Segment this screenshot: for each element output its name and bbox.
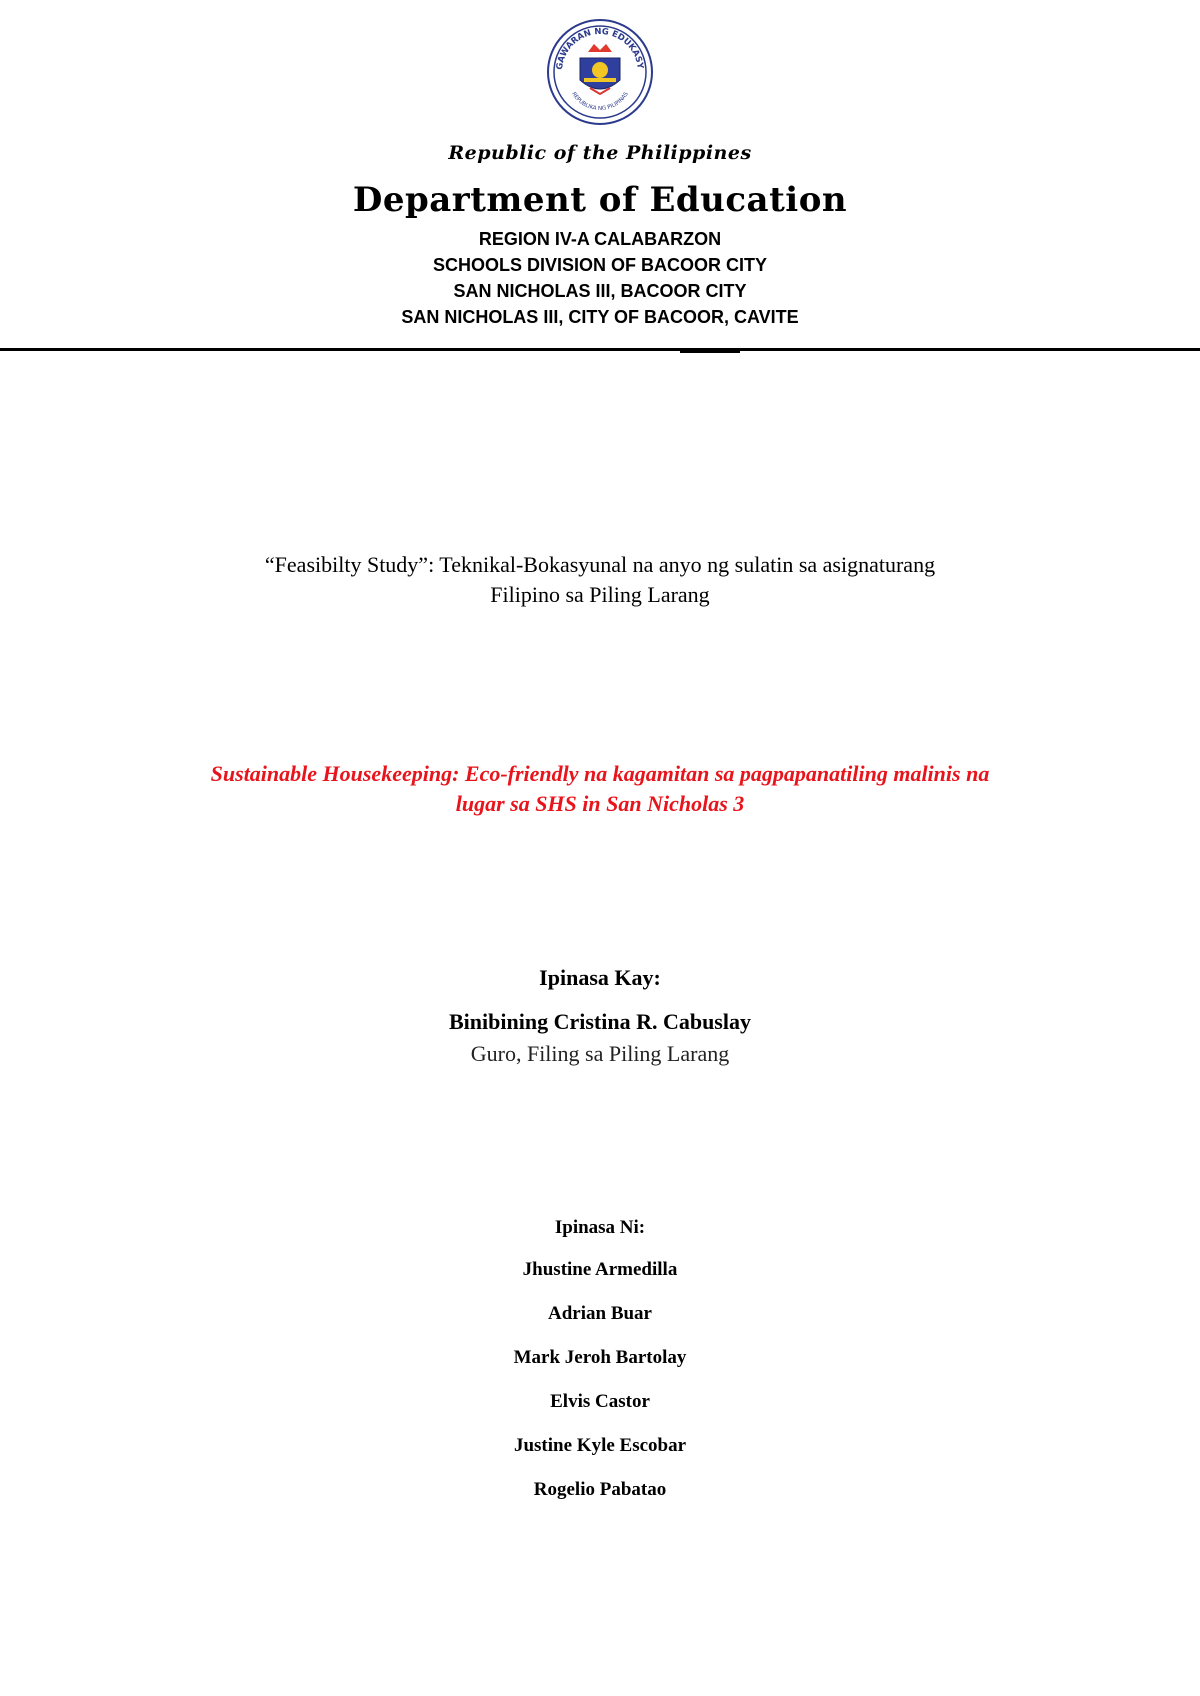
study-title — [0, 550, 1200, 610]
project-title — [0, 759, 1200, 819]
submitted-to-label: Ipinasa Kay: — [539, 965, 661, 990]
project-title-line-1: Sustainable Housekeeping: Eco-friendly na kagamitan sa pagpapanatiling malinis na — [210, 761, 990, 786]
republic-heading: Republic of the Philippines — [448, 142, 752, 164]
member-name: Justine Kyle Escobar — [513, 1435, 687, 1456]
svg-text:KAGAWARAN NG EDUKASYON: GAWARAN NG EDUKASY — [554, 26, 645, 71]
header-divider-notch — [680, 351, 740, 353]
project-title-line-2: lugar sa SHS in San Nicholas 3 — [455, 791, 745, 816]
submitted-by-label: Ipinasa Ni: — [554, 1217, 646, 1238]
member-name: Elvis Castor — [550, 1391, 650, 1412]
school-line: SAN NICHOLAS III, BACOOR CITY — [453, 281, 747, 301]
member-name: Jhustine Armedilla — [522, 1259, 678, 1280]
region-line: REGION IV-A CALABARZON — [478, 229, 722, 249]
department-heading: Department of Education — [352, 180, 848, 220]
member-name: Mark Jeroh Bartolay — [513, 1347, 687, 1368]
study-title-line-2: Filipino sa Piling Larang — [490, 582, 710, 607]
header-divider — [0, 348, 1200, 351]
member-name: Adrian Buar — [548, 1303, 652, 1324]
division-line: SCHOOLS DIVISION OF BACOOR CITY — [432, 255, 768, 275]
member-list — [0, 1258, 1200, 1522]
teacher-role: Guro, Filing sa Piling Larang — [470, 1041, 730, 1066]
svg-text:REPUBLIKA NG PILIPINAS: REPUBLIKA NG PILIPINAS — [570, 91, 630, 113]
address-line: SAN NICHOLAS III, CITY OF BACOOR, CAVITE — [401, 307, 799, 327]
member-name: Rogelio Pabatao — [533, 1479, 667, 1500]
teacher-name: Binibining Cristina R. Cabuslay — [449, 1009, 751, 1034]
study-title-line-1: “Feasibilty Study”: Teknikal-Bokasyunal na anyo ng sulatin sa asignaturang — [264, 552, 936, 577]
deped-seal-icon — [546, 18, 654, 126]
